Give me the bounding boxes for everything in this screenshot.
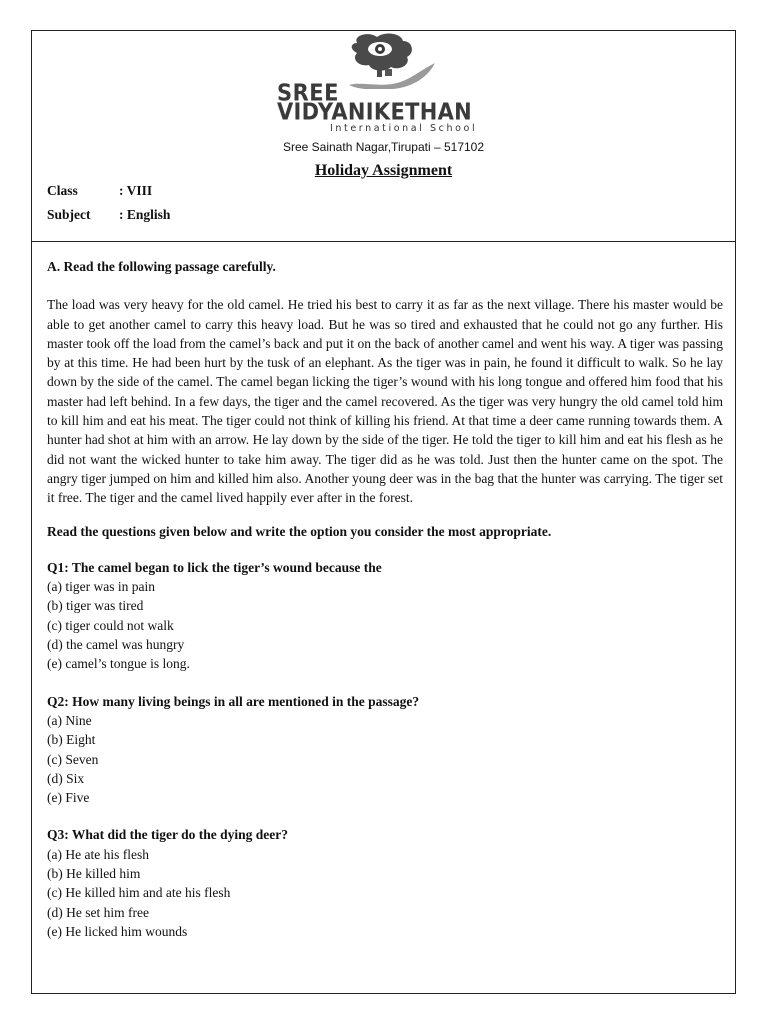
school-logo [275,33,495,141]
question-text: Q3: What did the tiger do the dying deer? [47,827,289,843]
school-name-line2: VIDYANIKETHAN [277,98,473,126]
option-a: (a) tiger was in pain [47,579,155,595]
school-subtitle: International School [330,123,478,134]
option-d: (d) He set him free [47,904,149,920]
option-c: (c) He killed him and ate his flesh [47,885,231,901]
question-text: Q2: How many living beings in all are mentioned in the passage? [47,693,420,709]
document-frame [31,30,736,994]
school-name-line1: SREE [277,79,339,107]
option-e: (e) camel’s tongue is long. [47,656,190,672]
option-d: (d) the camel was hungry [47,637,185,653]
subject-row [47,207,170,223]
question-text: Q1: The camel began to lick the tiger’s wound because the [47,559,382,575]
question-1 [47,558,723,674]
tree-hand-logo-icon [343,33,443,89]
questions-instruction: Read the questions given below and write the option you consider the most appropriate. [47,523,552,539]
option-c: (c) tiger could not walk [47,617,174,633]
class-value: : VIII [119,183,153,198]
section-a-heading: A. Read the following passage carefully. [47,259,276,274]
subject-value: : English [119,207,171,222]
document-header [32,31,735,242]
assignment-body [47,257,723,959]
option-a: (a) He ate his flesh [47,846,149,862]
class-label: Class [47,183,78,198]
option-e: (e) He licked him wounds [47,923,188,939]
option-d: (d) Six [47,770,85,786]
reading-passage: The load was very heavy for the old camel. He tried his best to carry it as far as the next village. There his master would be able to get another camel to carry this heavy load. But he was so tired and exhausted that he could not go any further. His master took off the load from the camel’s back and put it on the back of another camel and went his way. A tiger was passing by at this time. He had been hurt by the tusk of an elephant. As the tiger was in pain, he found it difficult to walk. So he lay down by the side of the camel. The camel began licking the tiger’s wound with his long tongue and offered him food that his master had left behind. In a few days, the tiger and the camel recovered. As the tiger was very hungry the old camel told him to kill him and eat his meat. The tiger could not think of killing his friend. At that time a deer came running towards them. A hunter had shot at him with an arrow. He lay down by the side of the tiger. He told the tiger to kill him and eat his flesh as he did not want the wicked hunter to take him away. The tiger did as he was told. Just then the hunter came on the spot. The angry tiger jumped on him and killed him also. Another young deer was in the bag that the hunter was carrying. The tiger set it free. The tiger and the camel lived happily ever after in the forest. [47,297,723,506]
option-a: (a) Nine [47,712,92,728]
option-b: (b) tiger was tired [47,598,144,614]
option-b: (b) Eight [47,732,96,748]
option-c: (c) Seven [47,751,99,767]
question-2 [47,692,723,808]
school-address: Sree Sainath Nagar,Tirupati – 517102 [282,140,485,154]
question-3 [47,825,723,941]
option-b: (b) He killed him [47,866,141,882]
class-row [47,183,152,199]
option-e: (e) Five [47,790,90,806]
assignment-title: Holiday Assignment [314,162,453,179]
subject-label: Subject [47,207,91,222]
